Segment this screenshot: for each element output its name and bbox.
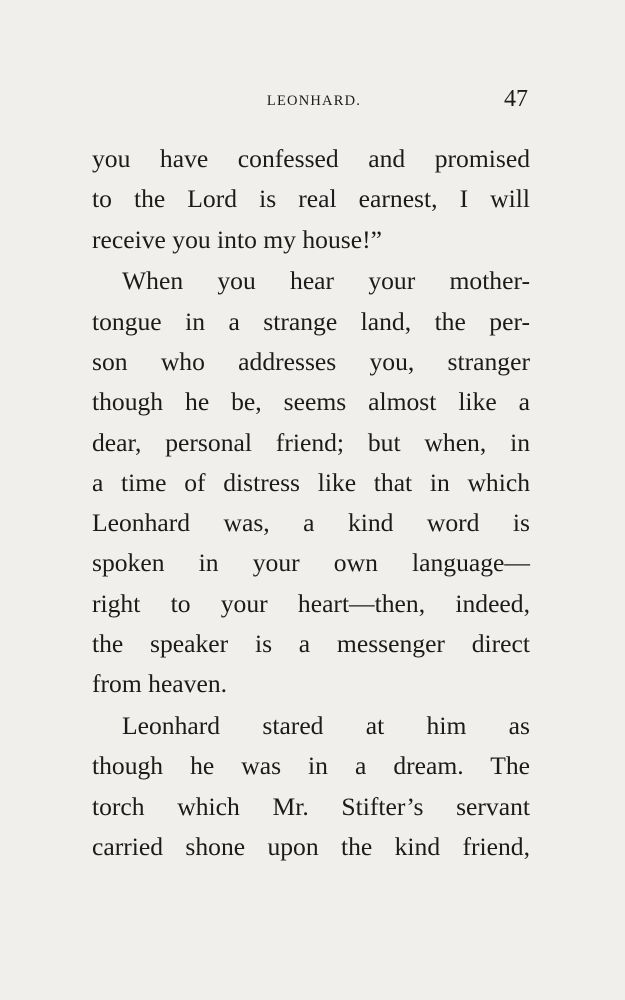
text-line: though he was in a dream. The — [92, 751, 530, 781]
text-line: spoken in your own language— — [92, 548, 530, 578]
paragraph — [92, 706, 530, 867]
text-line: right to your heart—then, indeed, — [92, 588, 530, 618]
text-line: you have confessed and promised — [92, 144, 530, 173]
running-title: LEONHARD. — [266, 93, 362, 109]
text-line: carried shone upon the kind friend, — [92, 832, 530, 862]
text-line: dear, personal friend; but when, in — [92, 427, 530, 457]
text-line: Leonhard was, a kind word is — [92, 508, 530, 538]
text-line: a time of distress like that in which — [92, 467, 530, 497]
page-number: 47 — [504, 86, 528, 112]
running-head — [92, 86, 530, 116]
text-line: receive you into my house!” — [92, 224, 382, 254]
text-line: When you hear your mother- — [122, 266, 530, 296]
text-line: the speaker is a messenger direct — [92, 629, 530, 659]
paragraph — [92, 261, 530, 704]
text-line: to the Lord is real earnest, I will — [92, 184, 530, 214]
body-text — [92, 139, 530, 867]
text-line: tongue in a strange land, the per- — [92, 306, 530, 336]
text-line: son who addresses you, stranger — [92, 346, 530, 376]
text-line: from heaven. — [92, 669, 228, 699]
paragraph — [92, 139, 530, 260]
text-line: though he be, seems almost like a — [92, 387, 530, 417]
text-line: torch which Mr. Stifter’s servant — [92, 791, 530, 821]
text-line: Leonhard stared at him as — [122, 711, 530, 741]
